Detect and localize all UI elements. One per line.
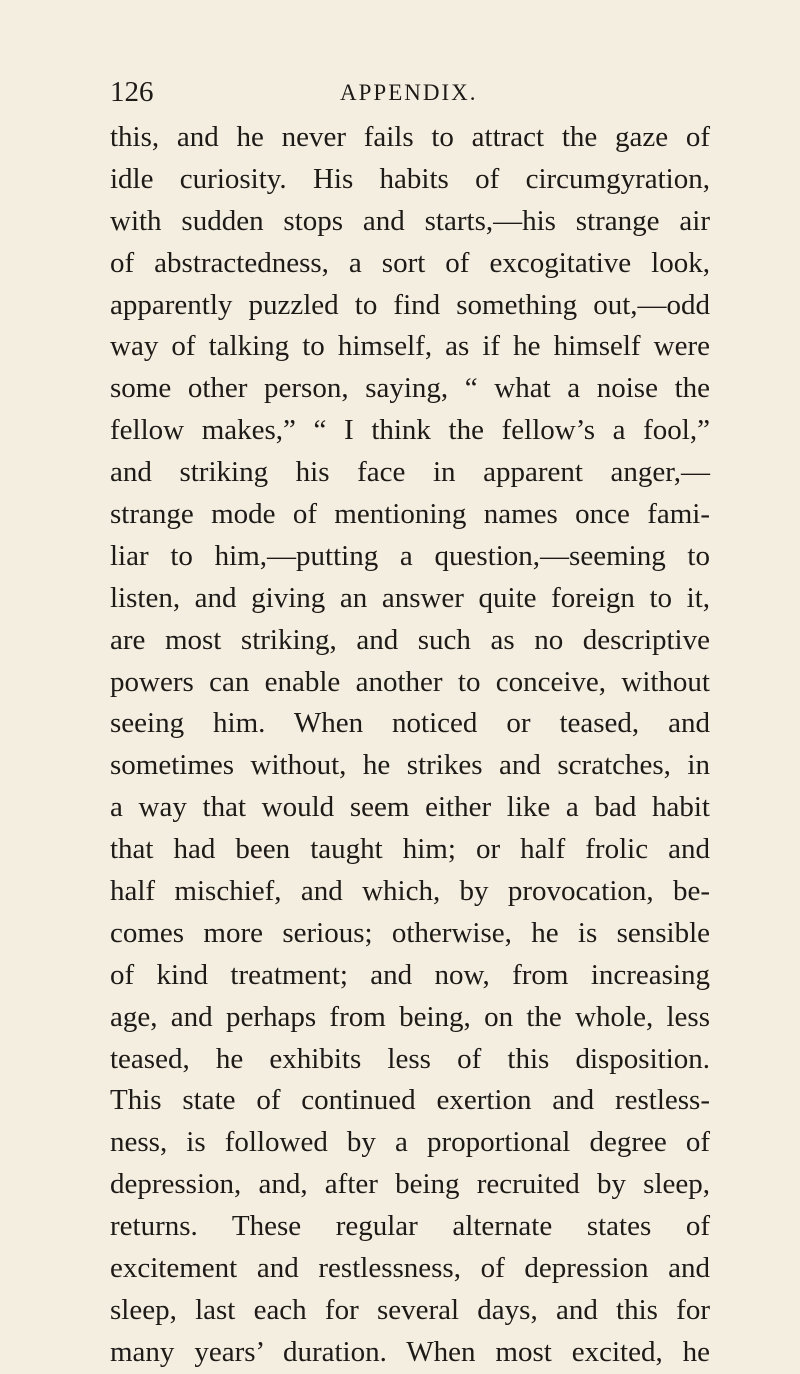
text-line: this, and he never fails to attract the gaze of [110,121,710,153]
text-line: many years’ duration. When most excited, he [110,1335,710,1368]
text-line: listen, and giving an answer quite foreign to it, [110,581,710,614]
text-line: are most striking, and such as no descriptive [110,623,710,656]
page-header [110,74,710,114]
text-line: teased, he exhibits less of this disposition. [110,1042,710,1075]
text-line: of abstractedness, a sort of excogitative look, [110,246,710,279]
text-line: sleep, last each for several days, and this for [110,1293,710,1326]
text-line: excitement and restlessness, of depression and [110,1252,710,1285]
text-line: half mischief, and which, by provocation, be- [110,875,710,908]
text-line: returns. These regular alternate states of [110,1210,710,1243]
text-line: fellow makes,” “ I think the fellow’s a fool,” [110,414,710,447]
running-head: APPENDIX. [340,80,478,105]
text-line: strange mode of mentioning names once fami- [110,498,710,531]
text-line: liar to him,—putting a question,—seeming to [110,539,710,572]
text-line: sometimes without, he strikes and scratches, in [110,749,710,782]
text-line: and striking his face in apparent anger,— [110,456,710,489]
text-line: idle curiosity. His habits of circumgyration, [110,162,710,195]
text-line: depression, and, after being recruited by sleep, [110,1168,710,1201]
text-line: This state of continued exertion and restless- [110,1084,710,1117]
text-line: way of talking to himself, as if he himself were [110,330,710,363]
text-line: that had been taught him; or half frolic and [110,833,710,866]
text-line: seeing him. When noticed or teased, and [110,707,710,740]
text-line: with sudden stops and starts,—his strange air [110,204,710,237]
text-line: some other person, saying, “ what a noise the [110,372,710,405]
text-line: of kind treatment; and now, from increasing [110,958,710,991]
text-line: apparently puzzled to find something out,—odd [110,288,710,321]
body-text [110,117,710,1374]
text-line: ness, is followed by a proportional degree of [110,1126,710,1159]
text-line: a way that would seem either like a bad habit [110,791,710,824]
text-line: comes more serious; otherwise, he is sensible [110,916,710,949]
text-line: powers can enable another to conceive, without [110,665,710,698]
text-line: age, and perhaps from being, on the whole, less [110,1000,710,1033]
page-number: 126 [110,76,154,108]
